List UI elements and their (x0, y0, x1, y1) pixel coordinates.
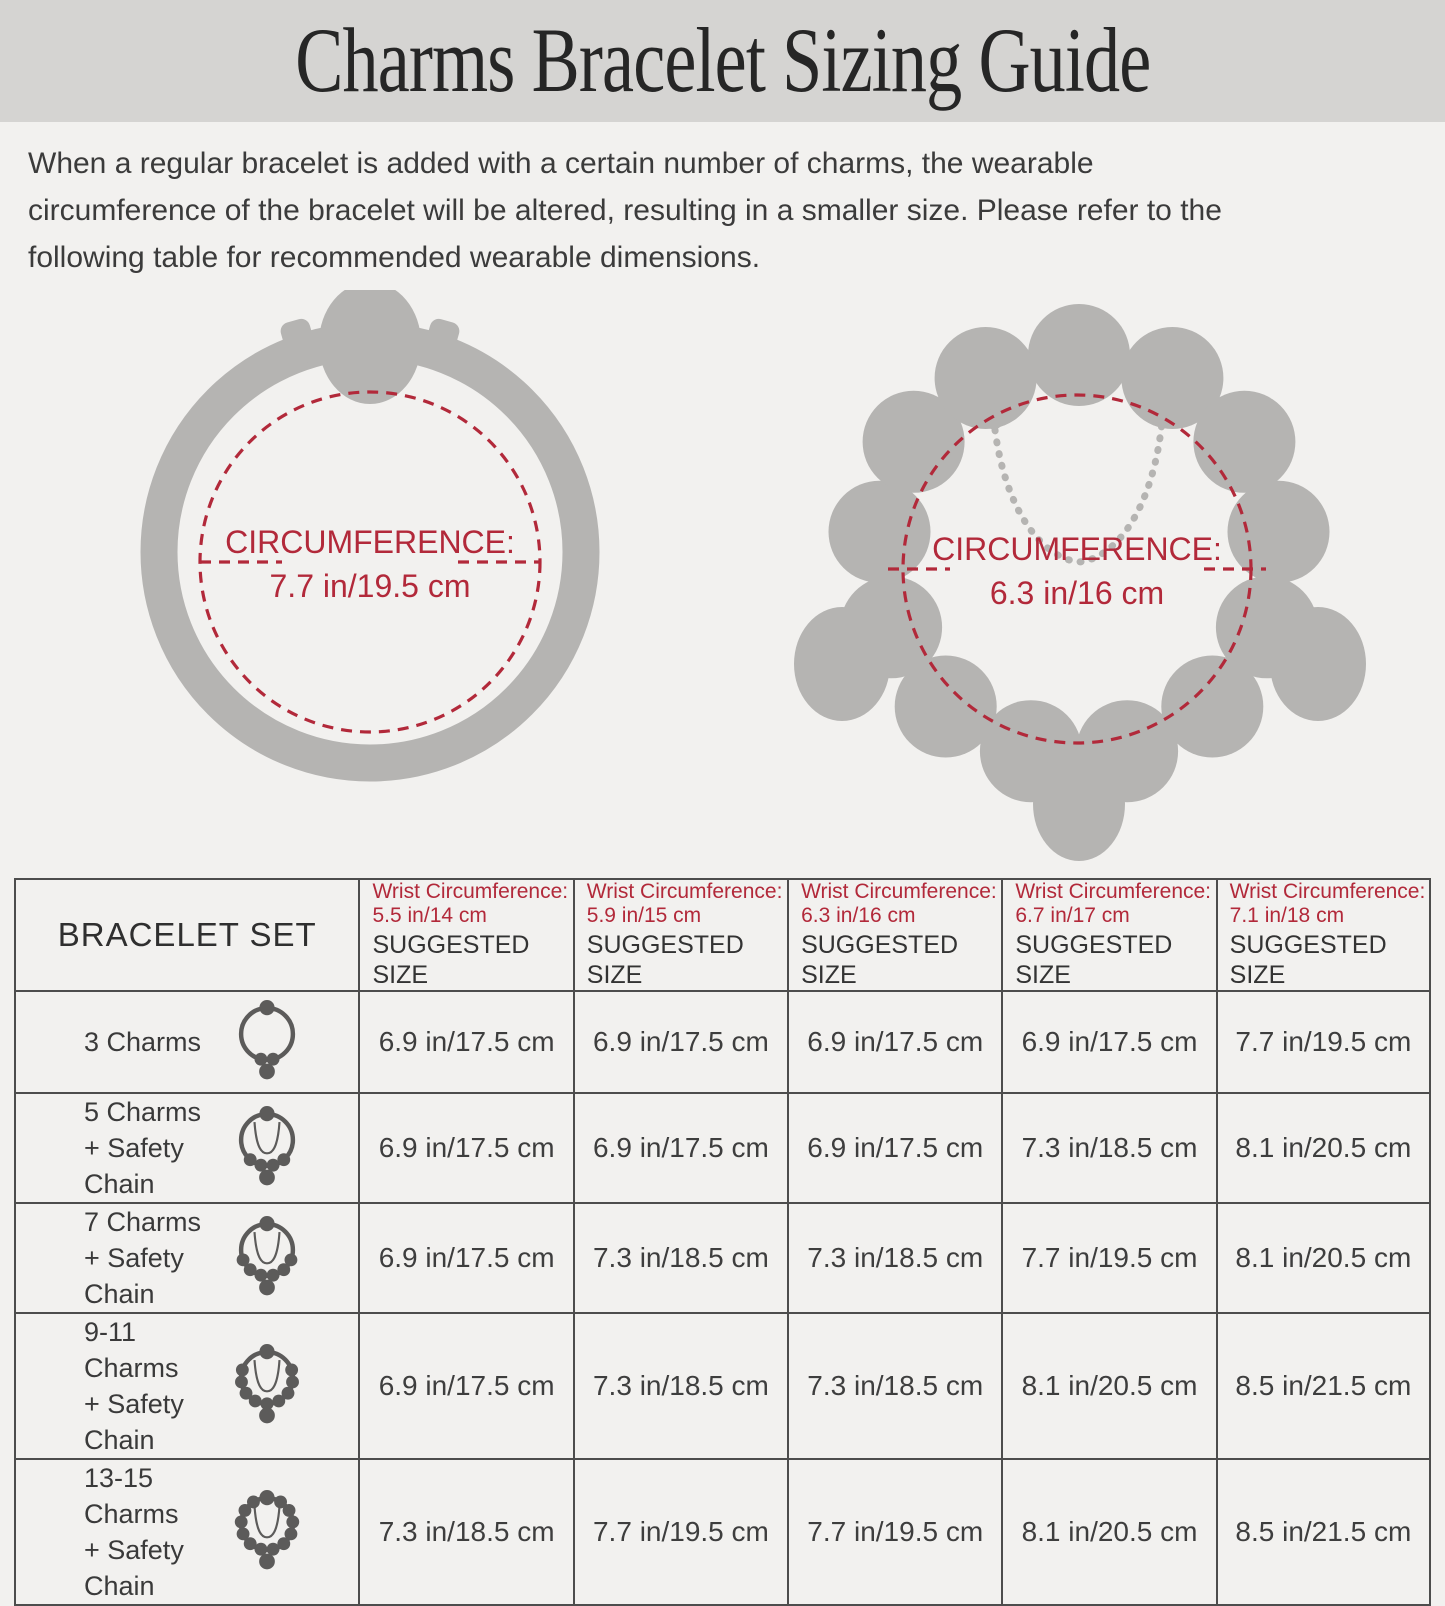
suggested-size-label: SUGGESTED SIZE (372, 931, 530, 989)
bracelet-13-15-charms-safety-chain-icon (220, 1482, 314, 1582)
table-header-row (15, 879, 1430, 991)
suggested-size-cell: 6.9 in/17.5 cm (359, 1313, 573, 1459)
intro-paragraph (28, 140, 1428, 281)
table-row (15, 1203, 1430, 1313)
dangle-charm-icon (1033, 747, 1125, 861)
suggested-size-cell: 7.7 in/19.5 cm (1002, 1203, 1216, 1313)
suggested-size-cell: 7.3 in/18.5 cm (574, 1313, 788, 1459)
column-header (359, 879, 573, 991)
circumference-label: CIRCUMFERENCE: (932, 531, 1222, 567)
charm-bracelet-diagram (742, 266, 1418, 872)
table-row (15, 1459, 1430, 1605)
plain-bracelet-diagram (68, 290, 672, 792)
suggested-size-label: SUGGESTED SIZE (1015, 931, 1173, 989)
suggested-size-cell: 7.3 in/18.5 cm (359, 1459, 573, 1605)
suggested-size-cell: 8.1 in/20.5 cm (1217, 1203, 1430, 1313)
table-row (15, 1093, 1430, 1203)
suggested-size-cell: 8.5 in/21.5 cm (1217, 1313, 1430, 1459)
wrist-circumference-value: 5.5 in/14 cm (372, 904, 487, 927)
bracelet-set-cell (15, 1459, 359, 1605)
suggested-size-cell: 6.9 in/17.5 cm (788, 991, 1002, 1093)
bracelet-7-charms-safety-chain-icon (220, 1208, 314, 1308)
bracelet-3-charms-icon (220, 992, 314, 1092)
intro-line: circumference of the bracelet will be altered, resulting in a smaller size. Please refer to the (28, 194, 1222, 227)
suggested-size-cell: 7.7 in/19.5 cm (1217, 991, 1430, 1093)
wrist-circumference-value: 7.1 in/18 cm (1229, 904, 1345, 927)
intro-line: When a regular bracelet is added with a certain number of charms, the wearable (28, 147, 1094, 180)
wrist-circumference-label: Wrist Circumference: (801, 880, 997, 903)
bracelet-set-label: 7 Charms + Safety Chain (84, 1207, 202, 1309)
circumference-value: 6.3 in/16 cm (989, 575, 1165, 611)
wrist-circumference-value: 6.7 in/17 cm (1015, 904, 1130, 927)
suggested-size-cell: 8.1 in/20.5 cm (1002, 1459, 1216, 1605)
bracelet-set-label: 5 Charms + Safety Chain (84, 1097, 202, 1199)
header-band (0, 0, 1445, 122)
wrist-circumference-label: Wrist Circumference: (372, 880, 569, 903)
suggested-size-cell: 8.1 in/20.5 cm (1217, 1093, 1430, 1203)
column-header (574, 879, 788, 991)
table-row (15, 991, 1430, 1093)
table-row (15, 1313, 1430, 1459)
suggested-size-cell: 7.7 in/19.5 cm (788, 1459, 1002, 1605)
bracelet-5-charms-safety-chain-icon (220, 1098, 314, 1198)
suggested-size-cell: 6.9 in/17.5 cm (1002, 991, 1216, 1093)
page-title: Charms Bracelet Sizing Guide (294, 9, 1151, 112)
bracelet-set-label: 9-11 Charms + Safety Chain (84, 1317, 184, 1455)
dangle-charm-icon (1270, 607, 1366, 721)
suggested-size-cell: 6.9 in/17.5 cm (574, 1093, 788, 1203)
suggested-size-cell: 6.9 in/17.5 cm (359, 1093, 573, 1203)
circumference-label: CIRCUMFERENCE: (225, 524, 515, 560)
suggested-size-cell: 8.1 in/20.5 cm (1002, 1313, 1216, 1459)
suggested-size-label: SUGGESTED SIZE (801, 931, 959, 989)
suggested-size-cell: 6.9 in/17.5 cm (359, 991, 573, 1093)
suggested-size-cell: 6.9 in/17.5 cm (359, 1203, 573, 1313)
suggested-size-cell: 7.3 in/18.5 cm (574, 1203, 788, 1313)
wrist-circumference-label: Wrist Circumference: (1015, 880, 1212, 903)
bracelet-set-label: 3 Charms (84, 1027, 202, 1057)
bracelet-set-cell (15, 1313, 359, 1459)
wrist-circumference-value: 5.9 in/15 cm (586, 904, 702, 927)
suggested-size-cell: 7.3 in/18.5 cm (1002, 1093, 1216, 1203)
circumference-value: 7.7 in/19.5 cm (269, 568, 471, 604)
suggested-size-cell: 7.7 in/19.5 cm (574, 1459, 788, 1605)
suggested-size-cell: 6.9 in/17.5 cm (788, 1093, 1002, 1203)
suggested-size-label: SUGGESTED SIZE (1229, 931, 1387, 989)
dangle-charm-icon (794, 607, 890, 721)
bracelet-set-cell (15, 1203, 359, 1313)
suggested-size-cell: 7.3 in/18.5 cm (788, 1203, 1002, 1313)
sizing-table (14, 878, 1431, 1606)
bracelet-9-11-charms-safety-chain-icon (220, 1336, 314, 1436)
column-header (1002, 879, 1216, 991)
wrist-circumference-value: 6.3 in/16 cm (801, 904, 916, 927)
bracelet-set-label: 13-15 Charms + Safety Chain (84, 1463, 184, 1601)
column-header-bracelet-set: BRACELET SET (15, 879, 359, 991)
column-header (788, 879, 1002, 991)
wrist-circumference-label: Wrist Circumference: (586, 880, 783, 903)
bracelet-set-cell (15, 991, 359, 1093)
intro-line: following table for recommended wearable dimensions. (28, 241, 761, 274)
bracelet-set-cell (15, 1093, 359, 1203)
suggested-size-cell: 6.9 in/17.5 cm (574, 991, 788, 1093)
suggested-size-cell: 8.5 in/21.5 cm (1217, 1459, 1430, 1605)
column-header (1217, 879, 1430, 991)
suggested-size-label: SUGGESTED SIZE (586, 931, 744, 989)
circumference-dashed-circle (200, 392, 540, 732)
bracelet-clasp-icon (319, 290, 421, 404)
suggested-size-cell: 7.3 in/18.5 cm (788, 1313, 1002, 1459)
wrist-circumference-label: Wrist Circumference: (1229, 880, 1426, 903)
